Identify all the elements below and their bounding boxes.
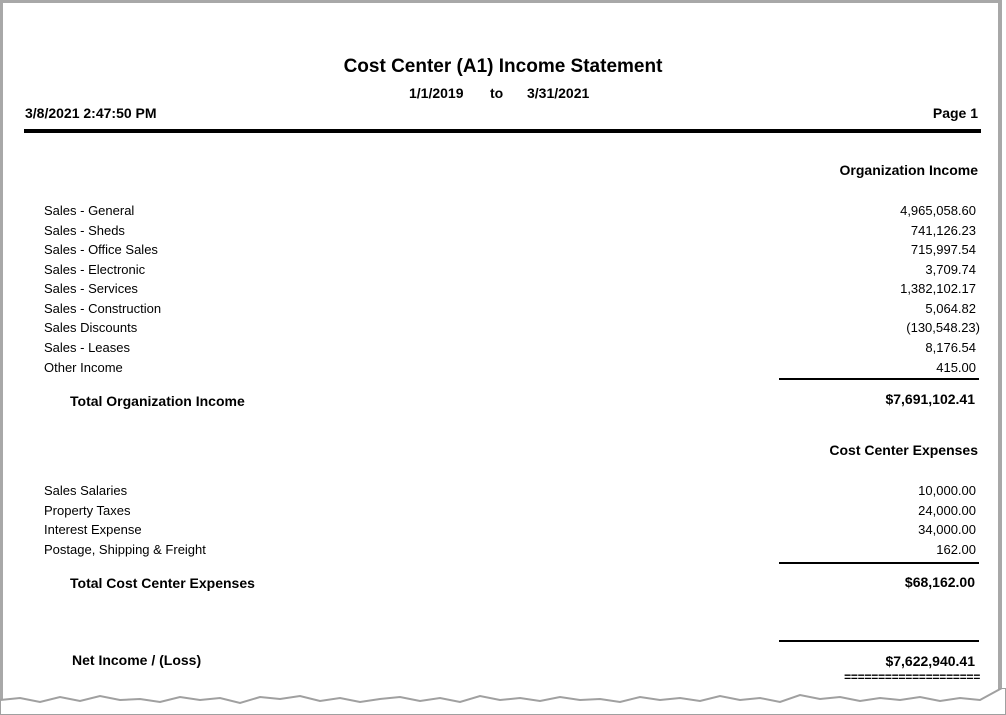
line-amount: 415.00 xyxy=(936,360,976,375)
line-amount: 5,064.82 xyxy=(925,301,976,316)
line-amount: 1,382,102.17 xyxy=(900,281,976,296)
net-rule xyxy=(779,640,979,642)
torn-page-edge xyxy=(0,688,1006,715)
subtotal-rule xyxy=(779,378,979,380)
date-to: 3/31/2021 xyxy=(527,85,590,101)
line-amount: 10,000.00 xyxy=(918,483,976,498)
line-amount: 162.00 xyxy=(936,542,976,557)
net-income-amount: $7,622,940.41 xyxy=(885,653,975,669)
report-title: Cost Center (A1) Income Statement xyxy=(343,56,663,77)
line-label: Sales - Services xyxy=(44,281,138,296)
total-expenses-amount: $68,162.00 xyxy=(904,574,975,590)
line-label: Sales - Leases xyxy=(44,340,130,355)
page-number: Page 1 xyxy=(932,105,978,121)
line-amount: 3,709.74 xyxy=(925,262,976,277)
line-label: Property Taxes xyxy=(44,503,131,518)
section-heading-income: Organization Income xyxy=(839,162,978,178)
total-income-amount: $7,691,102.41 xyxy=(885,391,975,407)
line-amount: 34,000.00 xyxy=(918,522,976,537)
line-amount: 741,126.23 xyxy=(910,223,976,238)
header-divider xyxy=(24,129,981,133)
line-amount: 4,965,058.60 xyxy=(900,203,976,218)
date-to-label: to xyxy=(490,85,504,101)
net-income-label: Net Income / (Loss) xyxy=(72,652,202,668)
line-label: Sales - General xyxy=(44,203,135,218)
line-amount: 8,176.54 xyxy=(925,340,976,355)
double-underline: ==================== xyxy=(843,671,980,685)
line-label: Sales - Electronic xyxy=(44,262,146,277)
line-amount: 24,000.00 xyxy=(918,503,976,518)
line-label: Postage, Shipping & Freight xyxy=(44,542,206,557)
run-timestamp: 3/8/2021 2:47:50 PM xyxy=(25,105,157,121)
subtotal-rule xyxy=(779,562,979,564)
line-label: Sales - Sheds xyxy=(44,223,125,238)
line-label: Sales - Office Sales xyxy=(44,242,158,257)
date-from: 1/1/2019 xyxy=(409,85,464,101)
line-label: Interest Expense xyxy=(44,522,142,537)
line-label: Sales - Construction xyxy=(44,301,162,316)
line-label: Other Income xyxy=(44,360,123,375)
section-heading-expenses: Cost Center Expenses xyxy=(829,442,978,458)
line-amount: (130,548.23) xyxy=(906,320,980,335)
total-expenses-label: Total Cost Center Expenses xyxy=(70,575,255,591)
line-amount: 715,997.54 xyxy=(910,242,976,257)
line-label: Sales Salaries xyxy=(44,483,128,498)
total-income-label: Total Organization Income xyxy=(70,393,245,409)
line-label: Sales Discounts xyxy=(44,320,138,335)
